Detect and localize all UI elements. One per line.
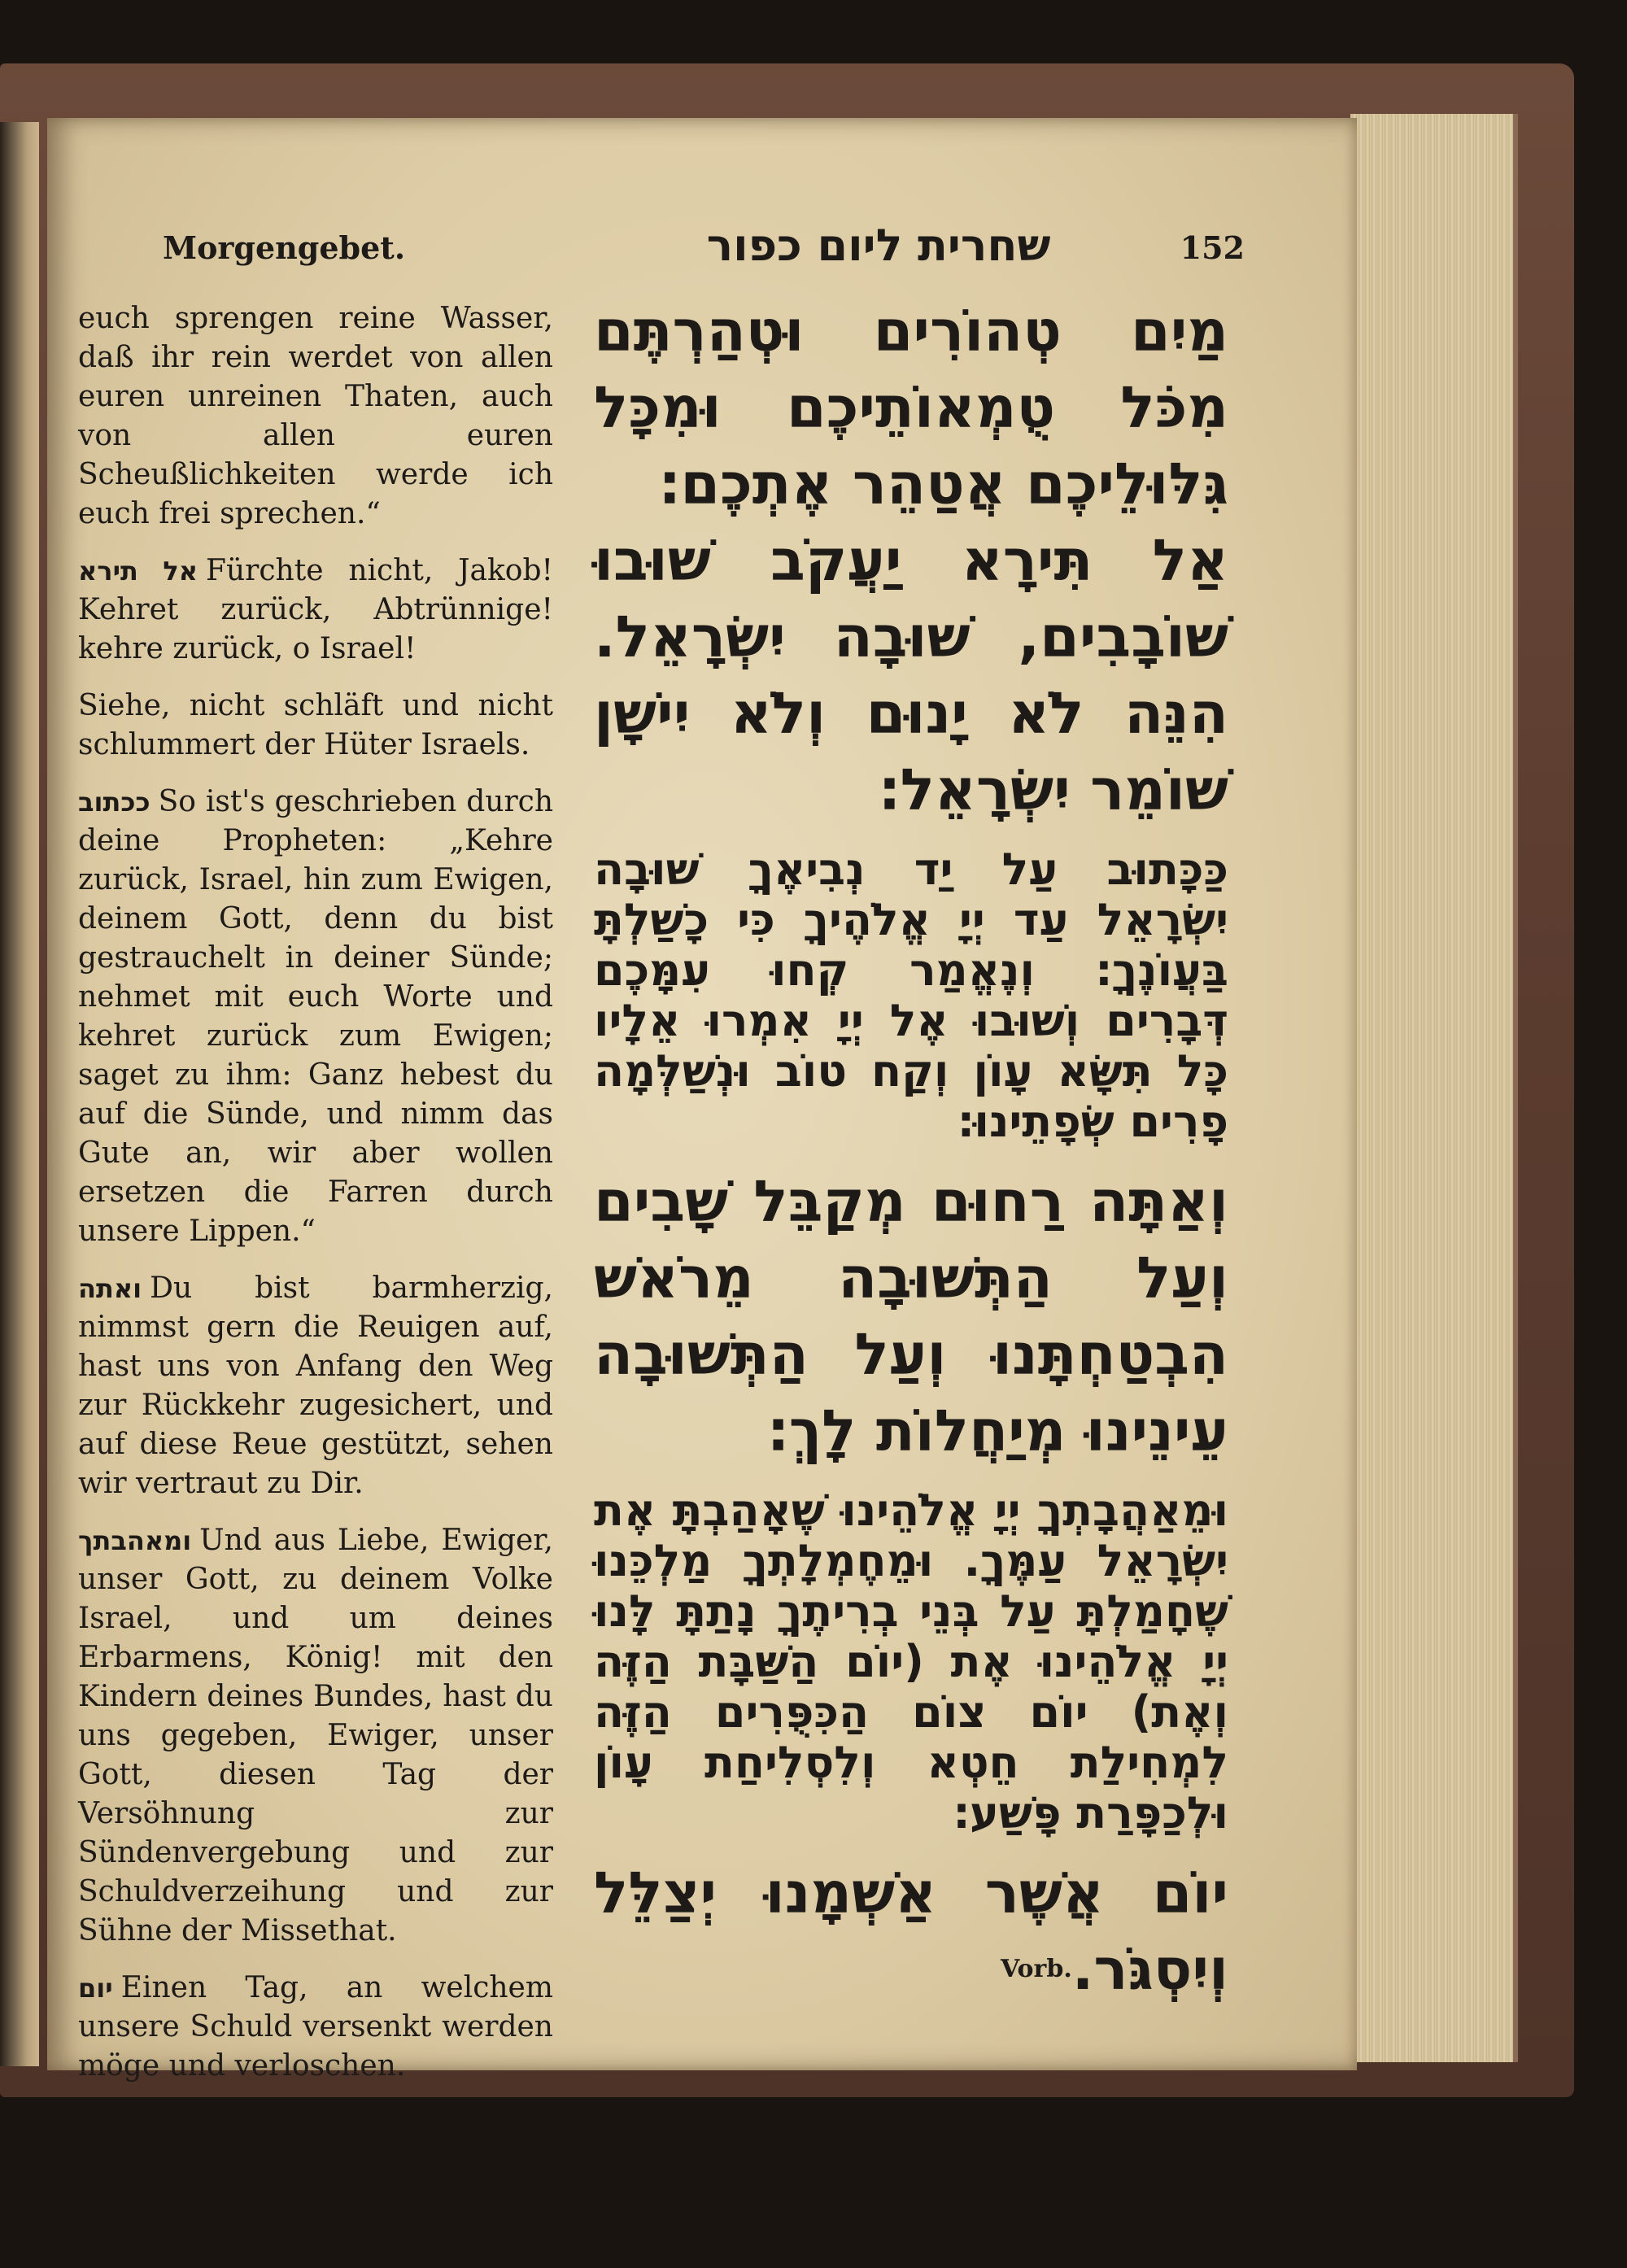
- reader-marker: Vorb.: [1001, 1955, 1072, 1983]
- hebrew-paragraph: וְאַתָּה רַחוּם מְקַבֵּל שָׁבִים וְעַל הַתְּשׁוּבָה מֵרֹאשׁ הִבְטַחְתָּנוּ וְעַל הַתְּשׁוּבָה עֵינֵינוּ מְיַחֲלוֹת לָךְ׃: [594, 1168, 1228, 1464]
- page-number: 152: [1180, 229, 1245, 266]
- hebrew-paragraph: כַּכָּתוּב עַל יַד נְבִיאֶךָ שׁוּבָה יִשְׂרָאֵל עַד יְיָ אֱלֹהֶיךָ כִּי כָשַׁלְתָּ בַּעֲוֹנֶךָ׃ וְנֶאֱמַר קְחוּ עִמָּכֶם דְּבָרִים וְשׁוּבוּ אֶל יְיָ אִמְרוּ אֵלָיו כָּל תִּשָּׂא עָוֹן וְקַח טוֹב וּנְשַׁלְּמָה פָרִים שְׂפָתֵינוּ׃: [594, 844, 1228, 1147]
- german-paragraph: [78, 552, 553, 669]
- german-paragraph: [78, 1269, 553, 1503]
- german-text: So ist's geschrieben durch deine Propheten: „Kehre zurück, Israel, hin zum Ewigen, deinem Gott, denn du bist gestrauchelt in deiner Sünde; nehmet mit euch Worte und kehret zurück zum Ewigen; saget zu ihm: Ganz hebest du auf die Sünde, und nimm das Gute an, wir aber wollen ersetzen die Farren durch unsere Lippen.“: [78, 785, 553, 1248]
- german-text: Du bist barmherzig, nimmst gern die Reuigen auf, hast uns von Anfang den Weg zur Rückkehr zugesichert, und auf diese Reue gestützt, sehen wir vertraut zu Dir.: [78, 1271, 553, 1500]
- running-head-german: Morgengebet.: [163, 229, 406, 266]
- hebrew-paragraph: וּמֵאַהֲבָתְךָ יְיָ אֱלֹהֵינוּ שֶׁאָהַבְתָּ אֶת יִשְׂרָאֵל עַמֶּךָ. וּמֵחֶמְלָתְךָ מַלְכֵּנוּ שֶׁחָמַלְתָּ עַל בְּנֵי בְרִיתֶךָ נָתַתָּ לָּנוּ יְיָ אֱלֹהֵינוּ אֶת (יוֹם הַשַּׁבָּת הַזֶּה וְאֶת) יוֹם צוֹם הַכִּפֻּרִים הַזֶּה לִמְחִילַת חֵטְא וְלִסְלִיחַת עָוֹן וּלְכַפָּרַת פָּשַׁע׃: [594, 1485, 1228, 1838]
- german-paragraph: [78, 1969, 553, 2086]
- hebrew-column: [594, 293, 1228, 2026]
- hebrew-paragraph: אַל תִּירָא יַעֲקֹב שׁוּבוּ שׁוֹבָבִים, שׁוּבָה יִשְׂרָאֵל. הִנֵּה לֹא יָנוּם וְלֹא יִישָׁן שׁוֹמֵר יִשְׂרָאֵל׃: [594, 527, 1228, 823]
- german-text: Fürchte nicht, Jakob! Kehret zurück, Abtrünnige! kehre zurück, o Israel!: [78, 554, 553, 665]
- hebrew-keyword: ואתה: [78, 1273, 142, 1304]
- german-text: Siehe, nicht schläft und nicht schlummert der Hüter Israels.: [78, 689, 553, 761]
- german-column: [78, 299, 553, 2083]
- german-text: Einen Tag, an welchem unsere Schuld versenkt werden möge und verloschen.: [78, 1971, 553, 2083]
- german-text: Und aus Liebe, Ewiger, unser Gott, zu deinem Volke Israel, und um deines Erbarmens, König! mit den Kindern deines Bundes, hast du uns gegeben, Ewiger, unser Gott, diesen Tag der Versöhnung zur Sündenvergebung und zur Schuldverzeihung und zur Sühne der Missethat.: [78, 1524, 553, 1947]
- hebrew-keyword: אל תירא: [78, 556, 198, 587]
- hebrew-keyword: ככתוב: [78, 787, 150, 818]
- left-page-edge: [0, 122, 39, 2066]
- german-text: euch sprengen reine Wasser, daß ihr rein werdet von allen euren unreinen Thaten, auch von allen euren Scheußlichkeiten werde ich euch frei sprechen.“: [78, 302, 553, 530]
- hebrew-keyword: יום: [78, 1973, 113, 2004]
- hebrew-text: יוֹם אֲשֶׁר אַשְׁמָנוּ יְצַלֵּל וְיִסְגֹּר.: [594, 1860, 1228, 2003]
- german-paragraph: [78, 299, 553, 534]
- hebrew-paragraph: [594, 1855, 1228, 2008]
- page-edges: [1350, 114, 1518, 2062]
- hebrew-keyword: ומאהבתך: [78, 1525, 192, 1556]
- german-paragraph: [78, 687, 553, 765]
- running-head-hebrew: שחרית ליום כפור: [706, 220, 1051, 271]
- german-paragraph: [78, 1521, 553, 1951]
- hebrew-paragraph: מַיִם טְהוֹרִים וּטְהַרְתֶּם מִכֹּל טֻמְאוֹתֵיכֶם וּמִכָּל גִּלּוּלֵיכֶם אֲטַהֵר אֶתְכֶם׃: [594, 298, 1228, 517]
- german-paragraph: [78, 783, 553, 1251]
